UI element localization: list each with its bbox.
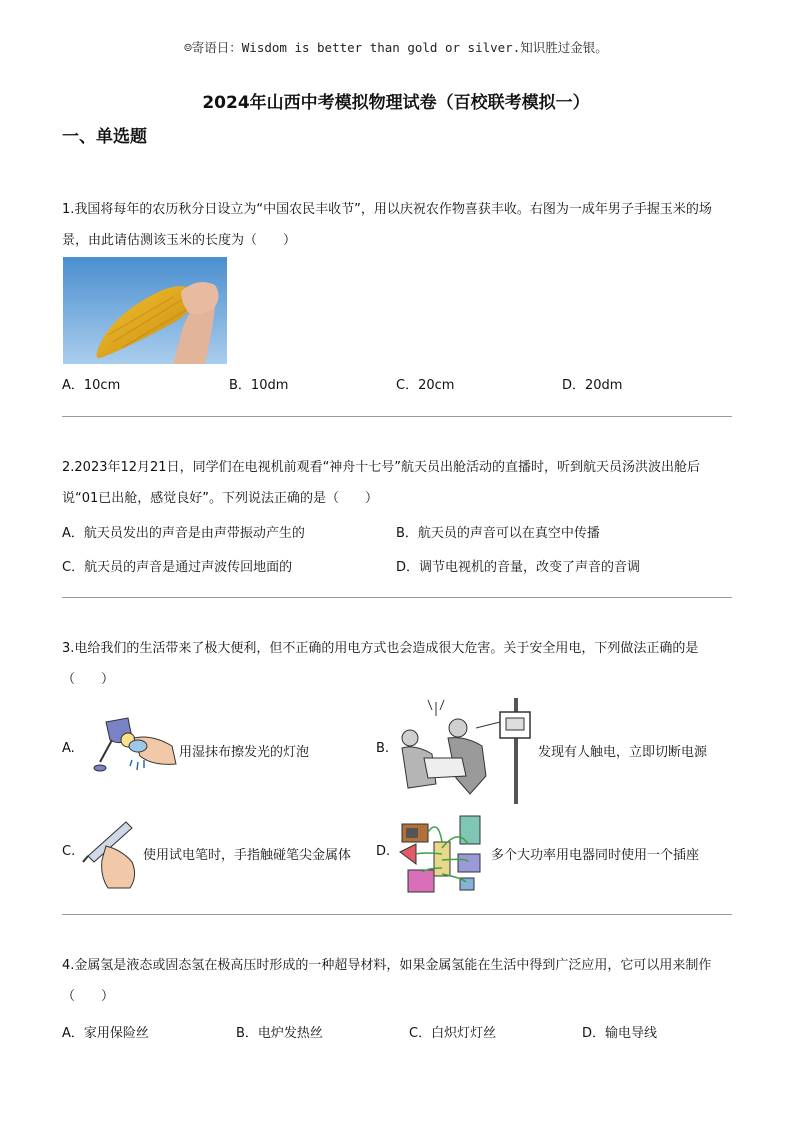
overloaded-socket-icon xyxy=(398,808,490,896)
divider xyxy=(62,914,732,915)
q4-option-d: D．输电导线 xyxy=(582,1026,658,1041)
question-4-stem: 4.金属氢是液态或固态氢在极高压时形成的一种超导材料，如果金属氢能在生活中得到广泛应用，它可以用来制作（ ） xyxy=(62,958,712,1004)
q4-option-a: A．家用保险丝 xyxy=(62,1026,149,1041)
question-2-stem: 2.2023年12月21日，同学们在电视机前观看“神舟十七号”航天员出舱活动的直播时，听到航天员汤洪波出舱后说“01已出舱，感觉良好”。下列说法正确的是（ ） xyxy=(62,460,701,506)
q4-option-c: C．白炽灯灯丝 xyxy=(409,1026,497,1041)
lamp-wet-cloth-icon xyxy=(92,716,178,782)
test-pen-icon xyxy=(82,816,140,890)
q3-option-b-text: 发现有人触电，立即切断电源 xyxy=(538,745,708,760)
q1-option-d: D．20dm xyxy=(562,378,623,393)
q1-option-b: B．10dm xyxy=(229,378,289,393)
q3-option-a-letter: A. xyxy=(62,741,75,756)
electric-shock-rescue-icon xyxy=(396,698,536,806)
q2-option-b: B．航天员的声音可以在真空中传播 xyxy=(396,526,600,541)
q3-option-d-letter: D. xyxy=(376,844,391,859)
divider xyxy=(62,416,732,417)
q4-option-b: B．电炉发热丝 xyxy=(236,1026,323,1041)
q3-option-c-text: 使用试电笔时，手指触碰笔尖金属体 xyxy=(143,848,352,863)
q2-option-c: C．航天员的声音是通过声波传回地面的 xyxy=(62,560,293,575)
q3-option-a-text: 用湿抹布擦发光的灯泡 xyxy=(179,745,310,760)
q2-option-d: D．调节电视机的音量，改变了声音的音调 xyxy=(396,560,641,575)
q3-option-d-text: 多个大功率用电器同时使用一个插座 xyxy=(491,848,700,863)
q1-option-c: C．20cm xyxy=(396,378,455,393)
divider xyxy=(62,597,732,598)
section-heading: 一、单选题 xyxy=(62,127,147,147)
corn-photo xyxy=(63,257,227,364)
q3-option-b-letter: B. xyxy=(376,741,390,756)
q3-option-c-letter: C. xyxy=(62,844,76,859)
question-1-stem: 1.我国将每年的农历秋分日设立为“中国农民丰收节”，用以庆祝农作物喜获丰收。右图为一成年男子手握玉米的场景，由此请估测该玉米的长度为（ ） xyxy=(62,202,712,248)
q1-option-a: A．10cm xyxy=(62,378,121,393)
motto: ☺寄语日：Wisdom is better than gold or silver.知识胜过金银。 xyxy=(184,40,608,55)
exam-title: 2024年山西中考模拟物理试卷（百校联考模拟一） xyxy=(202,93,590,113)
q2-option-a: A．航天员发出的声音是由声带振动产生的 xyxy=(62,526,305,541)
question-3-stem: 3.电给我们的生活带来了极大便利，但不正确的用电方式也会造成很大危害。关于安全用电，下列做法正确的是（ ） xyxy=(62,641,699,687)
